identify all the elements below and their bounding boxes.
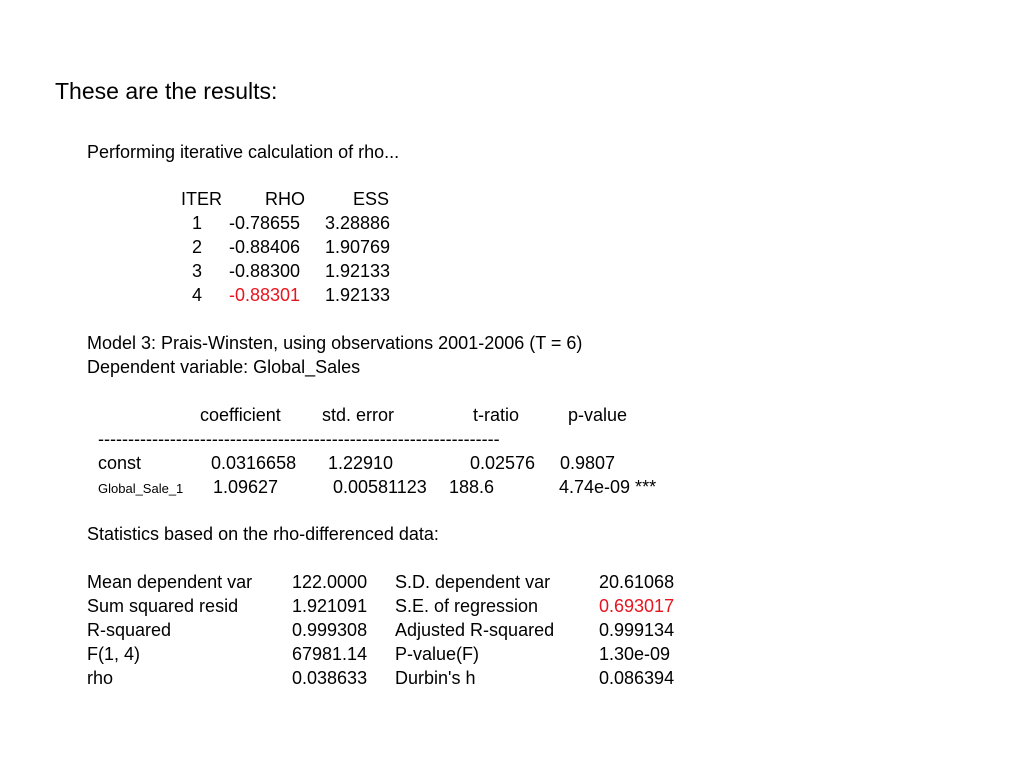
iter-row-2-iter: 2 bbox=[192, 237, 203, 257]
coef-row-global-sale-se: 0.00581123 bbox=[333, 477, 427, 497]
stats-heading: Statistics based on the rho-differenced data: bbox=[87, 524, 439, 544]
iter-row-2-ess: 1.90769 bbox=[325, 237, 391, 257]
stat-value-f-statistic: 67981.14 bbox=[292, 644, 368, 664]
stat-value-durbins-h: 0.086394 bbox=[599, 668, 675, 688]
dependent-variable-line: Dependent variable: Global_Sales bbox=[87, 357, 361, 377]
coef-row-const-t: 0.02576 bbox=[470, 453, 536, 473]
stat-value-sum-squared-resid: 1.921091 bbox=[292, 596, 368, 616]
stat-label-r-squared: R-squared bbox=[87, 620, 172, 640]
page-title: These are the results: bbox=[55, 78, 278, 104]
stat-label-se-regression: S.E. of regression bbox=[395, 596, 539, 616]
stat-value-rho: 0.038633 bbox=[292, 668, 368, 688]
stat-label-f-statistic: F(1, 4) bbox=[87, 644, 141, 664]
stat-value-se-regression-highlight: 0.693017 bbox=[599, 596, 675, 616]
header-coefficient: coefficient bbox=[200, 405, 281, 425]
table-separator: ------------------------------------------------------------------- bbox=[98, 429, 500, 449]
iter-row-1-ess: 3.28886 bbox=[325, 213, 391, 233]
stat-value-mean-dependent-var: 122.0000 bbox=[292, 572, 368, 592]
stat-value-sd-dependent-var: 20.61068 bbox=[599, 572, 675, 592]
iter-row-1-iter: 1 bbox=[192, 213, 203, 233]
coef-row-global-sale-coef: 1.09627 bbox=[213, 477, 279, 497]
coef-row-const-se: 1.22910 bbox=[328, 453, 394, 473]
header-t-ratio: t-ratio bbox=[473, 405, 520, 425]
iter-row-3-rho: -0.88300 bbox=[229, 261, 301, 281]
intro-text: Performing iterative calculation of rho... bbox=[87, 142, 400, 162]
coef-row-global-sale-t: 188.6 bbox=[449, 477, 495, 497]
stat-label-mean-dependent-var: Mean dependent var bbox=[87, 572, 253, 592]
stat-label-adjusted-r-squared: Adjusted R-squared bbox=[395, 620, 555, 640]
header-rho: RHO bbox=[265, 189, 305, 209]
stat-value-p-value-f: 1.30e-09 bbox=[599, 644, 671, 664]
coef-row-const-coef: 0.0316658 bbox=[211, 453, 297, 473]
stat-label-sd-dependent-var: S.D. dependent var bbox=[395, 572, 551, 592]
stat-label-sum-squared-resid: Sum squared resid bbox=[87, 596, 239, 616]
coef-row-global-sale-name: Global_Sale_1 bbox=[98, 481, 184, 496]
iter-row-4-iter: 4 bbox=[192, 285, 203, 305]
coef-row-const-name: const bbox=[98, 453, 142, 473]
iter-row-3-iter: 3 bbox=[192, 261, 203, 281]
coef-row-const-p: 0.9807 bbox=[560, 453, 616, 473]
iter-row-2-rho: -0.88406 bbox=[229, 237, 301, 257]
iter-row-1-rho: -0.78655 bbox=[229, 213, 301, 233]
stat-label-rho: rho bbox=[87, 668, 114, 688]
header-iter: ITER bbox=[181, 189, 223, 209]
header-ess: ESS bbox=[353, 189, 390, 209]
stat-value-r-squared: 0.999308 bbox=[292, 620, 368, 640]
stat-label-p-value-f: P-value(F) bbox=[395, 644, 480, 664]
stat-value-adjusted-r-squared: 0.999134 bbox=[599, 620, 675, 640]
header-p-value: p-value bbox=[568, 405, 628, 425]
model-line: Model 3: Prais-Winsten, using observations 2001-2006 (T = 6) bbox=[87, 333, 583, 353]
stat-label-durbins-h: Durbin's h bbox=[395, 668, 476, 688]
iter-row-4-rho-highlight: -0.88301 bbox=[229, 285, 301, 305]
coef-row-global-sale-p: 4.74e-09 *** bbox=[559, 477, 657, 497]
iter-row-3-ess: 1.92133 bbox=[325, 261, 391, 281]
iter-row-4-ess: 1.92133 bbox=[325, 285, 391, 305]
header-std-error: std. error bbox=[322, 405, 395, 425]
